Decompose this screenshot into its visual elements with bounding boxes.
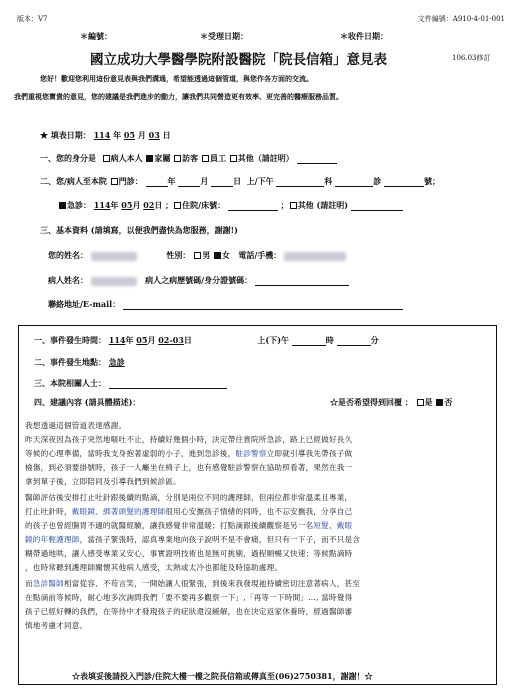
- narrative-line-15: 慎地考慮才同意。: [25, 621, 88, 630]
- document-number: 文件編號：A910-4-01-001: [417, 15, 505, 23]
- checkbox-female[interactable]: [214, 252, 221, 259]
- er-month[interactable]: 05: [121, 200, 133, 210]
- er-day-unit: 日: [154, 200, 163, 210]
- year-unit: 年: [113, 130, 122, 140]
- option-visitor-label: 訪客: [182, 153, 199, 163]
- event-ampm: 上(下)午: [257, 335, 289, 345]
- clinic-day-field[interactable]: [211, 186, 233, 187]
- field-collect-date-label: ＊收件日期：: [340, 31, 388, 41]
- female-label: 女: [221, 250, 230, 260]
- other-identity-field[interactable]: [297, 163, 337, 164]
- your-name-redacted: [91, 252, 137, 261]
- clinic-doctor-unit: 診: [373, 176, 382, 186]
- visit-row-clinic: [40, 176, 440, 187]
- fill-date-label: ★ 填表日期：: [40, 130, 91, 140]
- narrative-line-9: [25, 534, 495, 546]
- er-day[interactable]: 02: [143, 200, 155, 210]
- visit-row-er: 急診： 114年 05月 02日 ； 住院/床號： ； 其他 (請註明): [58, 200, 403, 211]
- event-time-row: [34, 335, 379, 346]
- checkbox-family[interactable]: [146, 155, 153, 162]
- checkbox-reply-yes[interactable]: [417, 399, 424, 406]
- narrative-line-12: [25, 578, 495, 590]
- intro-line-1: 您好！歡迎您利用這份意見表與我們溝通，希望能透過這個管道，與您作各方面的交流。: [40, 74, 313, 83]
- inpatient-label: 住院/床號：: [182, 200, 226, 210]
- clinic-month-unit: 月: [200, 176, 209, 186]
- checkbox-clinic[interactable]: [111, 178, 118, 185]
- address-row: [48, 299, 403, 310]
- visit-label: 二、您/病人至本院: [40, 176, 107, 186]
- reply-yes-label: 是: [424, 397, 433, 407]
- er-month-unit: 月: [132, 200, 141, 210]
- narrative-line-12a: 而: [25, 579, 33, 588]
- narrative-highlight-police: 駐診警察: [235, 449, 267, 458]
- fill-date-month[interactable]: 05: [123, 130, 136, 140]
- patient-name-label: 病人姓名：: [48, 275, 88, 285]
- fill-date-row: [40, 130, 171, 141]
- er-year-unit: 年: [110, 200, 119, 210]
- gender-label: 性別：: [166, 250, 191, 260]
- narrative-line-6: 醫師評估後安排打止吐針跟後續的點滴，分別是兩位不同的護理師，但兩位都非常溫柔且專業，: [25, 493, 353, 502]
- event-minute-unit: 分: [370, 335, 379, 345]
- event-hour-field[interactable]: [292, 345, 326, 346]
- clinic-year-unit: 年: [167, 176, 176, 186]
- er-year[interactable]: 114: [93, 200, 111, 210]
- event-month[interactable]: 05: [136, 335, 148, 345]
- narrative-line-3b: 立即就引導我先帶孩子做: [266, 449, 353, 458]
- page-title: 國立成功大學醫學院附設醫院「院長信箱」意見表: [90, 52, 387, 68]
- record-number-field[interactable]: [255, 285, 349, 286]
- narrative-line-11: ，也時常聽到護理師關懷其他病人感受，太熱或太冷也都能及時協助處理。: [25, 563, 283, 572]
- clinic-ampm: 上/下午: [246, 176, 274, 186]
- clinic-doctor-field[interactable]: [335, 186, 373, 187]
- narrative-highlight-nurse-1: 戴眼鏡、綁著頭髮的護理師: [71, 507, 166, 516]
- event-days[interactable]: 02-03: [158, 335, 184, 345]
- event-hour-unit: 時: [325, 335, 334, 345]
- field-number-label: ＊編號：: [80, 31, 112, 41]
- event-staff-field[interactable]: [109, 388, 227, 389]
- identity-label: 一、您的身分是: [40, 153, 96, 163]
- field-received-date-label: ＊受理日期：: [200, 31, 248, 41]
- checkbox-er[interactable]: [59, 202, 66, 209]
- narrative-line-13: 在點滴前等候時，耐心地多次詢問我們「要不要再多觀察一下」,「再等一下時間」..., 當時覺得: [25, 593, 353, 602]
- event-minute-field[interactable]: [337, 345, 371, 346]
- event-place[interactable]: 急診: [108, 357, 125, 367]
- address-field[interactable]: [123, 309, 403, 310]
- patient-name-redacted: [91, 277, 137, 286]
- checkbox-inpatient[interactable]: [174, 202, 181, 209]
- address-label: 聯絡地址/E-mail：: [48, 299, 121, 309]
- narrative-highlight-doctor: 急診醫師: [32, 579, 64, 588]
- event-place-label: 二、事件發生地點：: [34, 357, 106, 367]
- basic-info-label: 三、基本資料 (請填寫，以便我們盡快為您服務，謝謝!): [40, 225, 238, 235]
- visit-other-label: 其他 (請註明): [297, 200, 349, 210]
- narrative-line-14: 孩子已經好轉的我們，在等待中才發現孩子的症狀還沒緩解，也在決定返家休養時，經過醫師審: [25, 607, 353, 616]
- narrative-line-3a: 等候的心理準備，當時我支身抱著虛弱的小子，進到急診後，: [25, 449, 236, 458]
- clinic-label: 門診：: [118, 176, 143, 186]
- event-time-label: 一、事件發生時間：: [34, 335, 106, 345]
- narrative-line-12b: 相當從容、不苟言笑，一開始讓人很緊張，到後來我發現祂持續密切注意著病人，甚至: [63, 579, 361, 588]
- checkbox-male[interactable]: [194, 252, 201, 259]
- identity-row: [40, 153, 337, 164]
- fill-date-year[interactable]: 114: [93, 130, 111, 140]
- event-staff-row: [34, 378, 227, 389]
- revision-label: 106.03修訂: [452, 54, 491, 62]
- clinic-month-field[interactable]: [178, 186, 200, 187]
- narrative-line-5: 拿到單子後，立即陪同及引導我們到候診區。: [25, 477, 181, 486]
- option-patient-label: 病人本人: [110, 153, 143, 163]
- month-unit: 月: [137, 130, 146, 140]
- day-unit: 日: [162, 130, 171, 140]
- suggestion-content-label: 四、建議內容 (請具體描述)：: [34, 397, 141, 407]
- er-label: 急診：: [67, 200, 91, 210]
- clinic-dept-unit: 科: [324, 176, 333, 186]
- narrative-line-3: [25, 448, 495, 460]
- clinic-year-field[interactable]: [146, 186, 168, 187]
- narrative-line-9b: ，當孩子緊張時，認真專業地向孩子說明不是不會痛，但只有一下子，而不只是含: [79, 535, 361, 544]
- narrative-line-2: 昨天深夜因為孩子突然地嘔吐不止，持續好幾個小時，決定帶往貴院所急診，路上已經做好長久: [25, 435, 353, 444]
- name-row: [48, 250, 346, 261]
- option-staff-label: 員工: [209, 153, 226, 163]
- narrative-line-7b: 很用心安撫孩子情緒的同時，也不忘安撫我，分享自己: [165, 507, 353, 516]
- narrative-line-10: 糊帶過地哄，讓人感受專業又安心，事實證明技術也是無可挑剔，過程順暢又快速；等候點滴時: [25, 549, 353, 558]
- clinic-number-field[interactable]: [384, 186, 424, 187]
- option-other-label: 其他（請註明）: [237, 153, 294, 163]
- inpatient-bed-field[interactable]: [228, 210, 278, 211]
- narrative-line-1: 我想透過這個管道表達感謝。: [25, 421, 127, 430]
- checkbox-other[interactable]: [230, 155, 237, 162]
- option-family-label: 家屬: [154, 153, 171, 163]
- checkbox-staff[interactable]: [202, 155, 209, 162]
- clinic-number-unit: 號；: [424, 176, 440, 186]
- event-year[interactable]: 114: [108, 335, 126, 345]
- event-day-unit: 日: [183, 335, 192, 345]
- record-number-label: 病人之病歷號碼/身分證號碼：: [145, 275, 253, 285]
- checkbox-reply-no[interactable]: [436, 399, 443, 406]
- patient-row: [48, 275, 349, 286]
- narrative-line-8: [25, 520, 495, 532]
- checkbox-visitor[interactable]: [174, 155, 181, 162]
- narrative-line-7a: 打止吐針時，: [25, 507, 72, 516]
- phone-label: 電話/手機：: [238, 250, 282, 260]
- reply-row: [330, 397, 452, 408]
- event-staff-label: 三、本院相關人士：: [34, 378, 106, 388]
- fill-date-day[interactable]: 03: [148, 130, 160, 140]
- visit-other-field[interactable]: [351, 210, 403, 211]
- phone-redacted: [284, 252, 346, 261]
- event-year-unit: 年: [125, 335, 134, 345]
- narrative-highlight-nurse-2a: 短髮、戴眼: [313, 521, 353, 530]
- narrative-line-4: 檢傷，到必須要掛號時，孩子一人癱坐在椅子上，也有感覺駐診警察在協助照看著，果然在我一: [25, 463, 353, 472]
- footer-note: ☆表填妥後請投入門診/住院大樓一樓之院長信箱或傳真至(06)2750381，謝謝！☆: [72, 671, 373, 681]
- your-name-label: 您的姓名：: [48, 250, 88, 260]
- event-place-row: [34, 357, 125, 368]
- intro-line-2: 我們重視您寶貴的意見，您的建議是我們進步的動力，讓我們共同營造更有效率、更完善的醫療服務品質。: [14, 92, 343, 101]
- narrative-highlight-nurse-2b: 鏡的年輕護理師: [25, 535, 80, 544]
- checkbox-visit-other[interactable]: [290, 202, 297, 209]
- checkbox-patient[interactable]: [103, 155, 110, 162]
- narrative-line-7: [25, 506, 495, 518]
- version-label: 版本：V7: [17, 15, 48, 23]
- narrative-line-8a: 的孩子也曾經腸胃不適的就醫經驗，讓我感覺非常溫暖；打點滴跟後續觀察是另一名: [25, 521, 314, 530]
- event-month-unit: 月: [147, 335, 156, 345]
- clinic-dept-field[interactable]: [276, 186, 324, 187]
- male-label: 男: [202, 250, 211, 260]
- reply-label: ☆是否希望得到回覆 ：: [330, 397, 413, 407]
- reply-no-label: 否: [444, 397, 453, 407]
- clinic-day-unit: 日: [233, 176, 242, 186]
